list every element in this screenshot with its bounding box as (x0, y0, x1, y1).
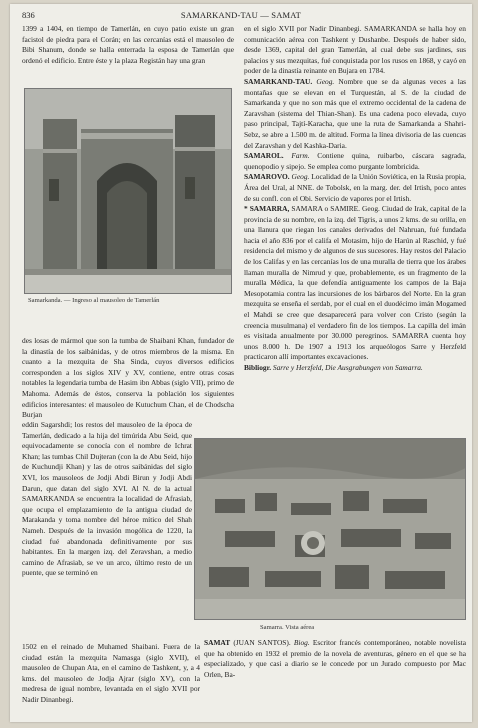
entry-head: SAMARKAND-TAU. (244, 76, 317, 86)
left-wrap-paragraph: eddin Sagarshdi; los restos del mausoleo de la época de Tamerlán, dedicado a la hija del timúrida Abu Seid, que equivocadamente se conocía con el nombre de Ichrat Khan; las tumbas Chil Dujteran (con la de Abu Seid, hijo de Kuchundji Khan) y las de otros saibánidas del siglo XVI, los mausoleos de Jodji Abdi Birun y Jodji Abdi Darun, que datan del siglo XVI. Al N. de la actual SAMARKANDA se encuentra la localidad de Afrasiab, que ocupa el emplazamiento de la antigua ciudad de Marakanda y toma nombre del héroe mítico del Shah Nameh. Después de la invasión mogólica de 1220, la ciudad fué abandonada definitivamente por sus habitantes. En la margen izq. del Zeravshan, a medio camino de Afrasiab, se ve un arco, último resto de un puente, que se terminó en (22, 420, 192, 578)
entry-head: * SAMARRA, (244, 204, 292, 214)
entry-head: SAMAROVO. (244, 172, 292, 182)
entry-name: (JUAN SANTOS). (233, 638, 291, 647)
entry-continuation-body: en el siglo XVII por Nadir Dinanbegi. SAMARKANDA se halla hoy en comunicación aérea con Tashkent y Dushanbe. Después de haber sido, desde 1369, capital del gran Tamerlán, al cual debe sus jardines, sus palacios y sus mezquitas, fué conquistada por los rusos en 1868, y cayó en poder de la dinastía reinante en Bujara en 1784. (244, 24, 466, 76)
mausoleum-illustration (25, 89, 232, 294)
page-number: 836 (22, 10, 35, 20)
running-title: SAMARKAND-TAU — SAMAT (180, 10, 302, 20)
left-middle-paragraph: des losas de mármol que son la tumba de Shaibani Khan, fundador de la dinastía de los saibánidas, y de otros miembros de la misma. En cuanto a la mezquita de Sha Sinda, cuyos diversos edificios corresponden a los siglos XIV y XV, contiene, entre otras cosas notables la legendaria tumba de Hasim ibn Abbas (siglo VII), primo de Mahoma. Además de éstos, conserva la población los siguientes edificios interesantes: el mausoleo de Kutuchum Chan, el de Chodscha Burjan (22, 336, 234, 420)
entry-body: Sarre y Herzfeld, Die Ausgrabungen von Samarra. (272, 363, 423, 372)
left-column-bottom (22, 642, 200, 706)
entry-body: Localidad de la Unión Soviética, en la Rusia propia, Área del Ural, al NNE. de Tobolsk, en la marg. der. del Irtish, poco antes de su confl. con el Obi. Servicio de vapores por el Irtish. (244, 172, 466, 203)
entry-tag: SAMARA o SAMIRE. Geog. (291, 204, 382, 214)
samarra-aerial-illustration (195, 439, 466, 620)
right-column (244, 24, 466, 374)
entry-samarra (244, 204, 466, 363)
left-column-wrap (22, 420, 192, 579)
entry-samarovo (244, 172, 466, 204)
entry-samarol (244, 151, 466, 172)
entry-continuation (244, 24, 466, 77)
mausoleum-photo (24, 88, 232, 294)
entry-samat (204, 638, 466, 680)
entry-head: Bibliogr. (244, 363, 273, 372)
entry-body: Ciudad de Irak, capital de la provincia de su nombre, en la izq. del Tigris, a unos 2 kms. de su orilla, en una llanura que riegan los canales derivados del Nahruan, fué fundada hacia el año 836 por el califa el Motasim, hijo de Harún al Raschid, y fué residencia del mismo y de algunos de sus sucesores. Hay restos del Palacio de los Califas y en las cercanías los de una muralla de tierra que los árabes llaman muralla de Nimrud y que, probablemente, es un fragmento de la muralla Médica, la que defendía antiguamente los campos de la Baja Mesopotamia contra las incursiones de los bárbaros del Norte. En la gran mezquita se enseña el serdab, por el cual en el duodécimo imán Mogamed el Mahdi se cree que desaparecerá para volver con Cristo (según la creencia musulmana) el verdadero fin de los tiempos. La capilla del imán es visitada anualmente por 30.000 peregrinos. SAMARRA cuenta hoy unos 8.000 h. De 1907 a 1913 los arqueólogos Sarre y Herzfeld practicaron allí importantes excavaciones. (244, 204, 466, 362)
figure-caption-mausoleum: Samarkanda. — Ingreso al mausoleo de Tamerlán (28, 297, 160, 304)
entry-body: Nombre que se da algunas veces a las montañas que se elevan en el Turquestán, al S. de la ciudad de Samarkanda y que no son más que el extremo occidental de la cadena de Zaravshan (sistema del Thian-Shan). Es una cadena poco elevada, cuyo paso principal, Tajtí-Karacha, que une la ruta de Samarkanda a Shahri-Sebz, se abre a 1.500 m. de altitud. Forma la línea divisoria de las cuencas del Zaravshan y del Kashka-Daria. (244, 76, 466, 150)
book-page (10, 4, 472, 722)
entry-body: Escritor francés contemporáneo, notable novelista que ha obtenido en 1932 el premio de la novela de aventuras, género en el que se ha especializado, y que casi a diario se le concede por un Jurado compuesto por Mac Orlen, Ba- (204, 638, 466, 679)
entry-body: Contiene quina, ruibarbo, cáscara sagrada, quenopodio y sipejo. Se emplea como purgante lombricida. (244, 151, 466, 171)
entry-samarkand-tau (244, 77, 466, 151)
entry-tag: Geog. (291, 172, 312, 182)
left-column-top (22, 24, 234, 66)
page-header (22, 10, 460, 22)
left-bottom-paragraph: 1502 en el reinado de Muhamed Shaibani. Fuera de la ciudad están la mezquita Namasga (siglo XVII), el mausoleo de Chupan Ata, en el camino de Tashkent, y, a 4 kms. del mausoleo de Jodja Ajrar (siglo XV), con la medresa de igual nombre, levantada en el siglo XVII por Nadir Dinanbegi. (22, 642, 200, 704)
samarra-aerial-photo (194, 438, 466, 620)
entry-head: SAMAROL. (244, 151, 292, 161)
entry-tag: Geog. (316, 76, 339, 86)
left-column-middle (22, 336, 234, 421)
left-top-paragraph: 1399 a 1404, en tiempo de Tamerlán, en cuyo patio existe un gran facistol de piedra para el Corán; en las cercanías está el mausoleo de Bibi Shanum, donde se halla enterrada la esposa de Tamerlán que ordenó el edificio. Entre éste y la plaza Registán hay una gran (22, 24, 234, 65)
entry-tag: Biog. (293, 638, 310, 647)
entry-head: SAMAT (204, 638, 231, 647)
entry-bibliography (244, 363, 466, 374)
figure-caption-samarra: Samarra. Vista aérea (260, 624, 315, 631)
entry-tag: Farm. (291, 151, 318, 161)
